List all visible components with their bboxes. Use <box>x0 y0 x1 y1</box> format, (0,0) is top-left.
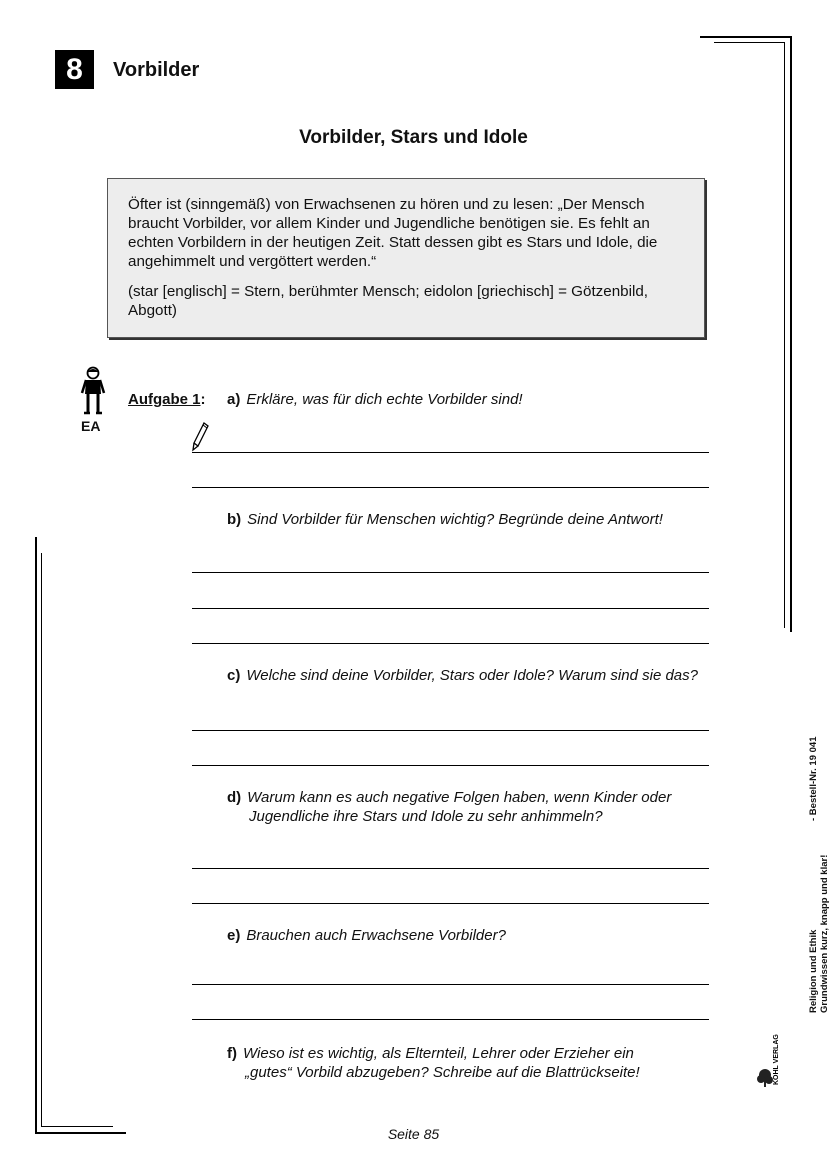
chapter-number-badge: 8 <box>55 50 94 89</box>
work-mode-label: EA <box>81 418 101 434</box>
question-text: Brauchen auch Erwachsene Vorbilder? <box>246 927 506 944</box>
frame-line <box>41 553 42 1127</box>
frame-line <box>35 537 37 1133</box>
question-letter: c) <box>227 667 241 684</box>
imprint-order-number: - Bestell-Nr. 19 041 <box>808 736 819 821</box>
question-letter: d) <box>227 789 242 806</box>
question-e <box>227 926 506 945</box>
intro-text-box <box>107 178 705 338</box>
question-text: Warum kann es auch negative Folgen haben, wenn Kinder oder <box>247 789 672 806</box>
answer-line[interactable] <box>192 572 709 573</box>
frame-line <box>700 36 791 38</box>
answer-line[interactable] <box>192 452 709 453</box>
question-text-continued: Jugendliche ihre Stars und Idole zu sehr anhimmeln? <box>249 808 603 825</box>
question-c <box>227 666 698 685</box>
question-text-continued: „gutes“ Vorbild abzugeben? Schreibe auf die Blattrückseite! <box>245 1064 640 1081</box>
answer-line[interactable] <box>192 765 709 766</box>
imprint-subtitle: Grundwissen kurz, knapp und klar! <box>819 854 830 1013</box>
question-letter: a) <box>227 391 241 408</box>
task-colon: : <box>200 391 206 408</box>
intro-definition: (star [englisch] = Stern, berühmter Mensch; eidolon [griechisch] = Götzenbild, Abgott) <box>128 283 649 319</box>
publisher-logo <box>754 1023 792 1087</box>
question-text: Erkläre, was für dich echte Vorbilder sind! <box>246 391 523 408</box>
answer-line[interactable] <box>192 643 709 644</box>
question-letter: f) <box>227 1045 237 1062</box>
question-letter: e) <box>227 927 241 944</box>
question-letter: b) <box>227 511 242 528</box>
question-f <box>227 1044 640 1082</box>
pencil-icon <box>191 421 209 453</box>
chapter-title: Vorbilder <box>113 59 200 81</box>
intro-paragraph: Öfter ist (sinngemäß) von Erwachsenen zu hören und zu lesen: „Der Mensch braucht Vorbilder, vor allem Kinder und Jugendliche benötigen sie. Es fehlt an echten Vorbildern in der heutigen Zeit. Statt dessen gibt es Stars und Idole, die angehimmelt und vergöttert werden.“ <box>128 196 658 270</box>
page-number: Seite 85 <box>387 1126 440 1142</box>
worksheet-title: Vorbilder, Stars und Idole <box>299 127 528 148</box>
imprint-series: Religion und Ethik <box>808 929 819 1013</box>
answer-line[interactable] <box>192 608 709 609</box>
publisher-name: KOHL VERLAG <box>773 1034 780 1085</box>
task-label <box>128 391 206 408</box>
question-a <box>227 390 523 409</box>
answer-line[interactable] <box>192 984 709 985</box>
question-text: Sind Vorbilder für Menschen wichtig? Begründe deine Antwort! <box>247 511 663 528</box>
answer-line[interactable] <box>192 868 709 869</box>
question-text: Welche sind deine Vorbilder, Stars oder Idole? Warum sind sie das? <box>246 667 698 684</box>
answer-line[interactable] <box>192 730 709 731</box>
question-d <box>227 788 671 826</box>
frame-line <box>714 42 785 43</box>
answer-line[interactable] <box>192 487 709 488</box>
answer-line[interactable] <box>192 1019 709 1020</box>
question-b <box>227 510 663 529</box>
answer-line[interactable] <box>192 903 709 904</box>
task-title: Aufgabe 1 <box>128 391 201 408</box>
person-icon <box>78 366 108 418</box>
side-imprint <box>808 736 830 1013</box>
question-text: Wieso ist es wichtig, als Elternteil, Lehrer oder Erzieher ein <box>243 1045 634 1062</box>
frame-line <box>790 36 792 632</box>
